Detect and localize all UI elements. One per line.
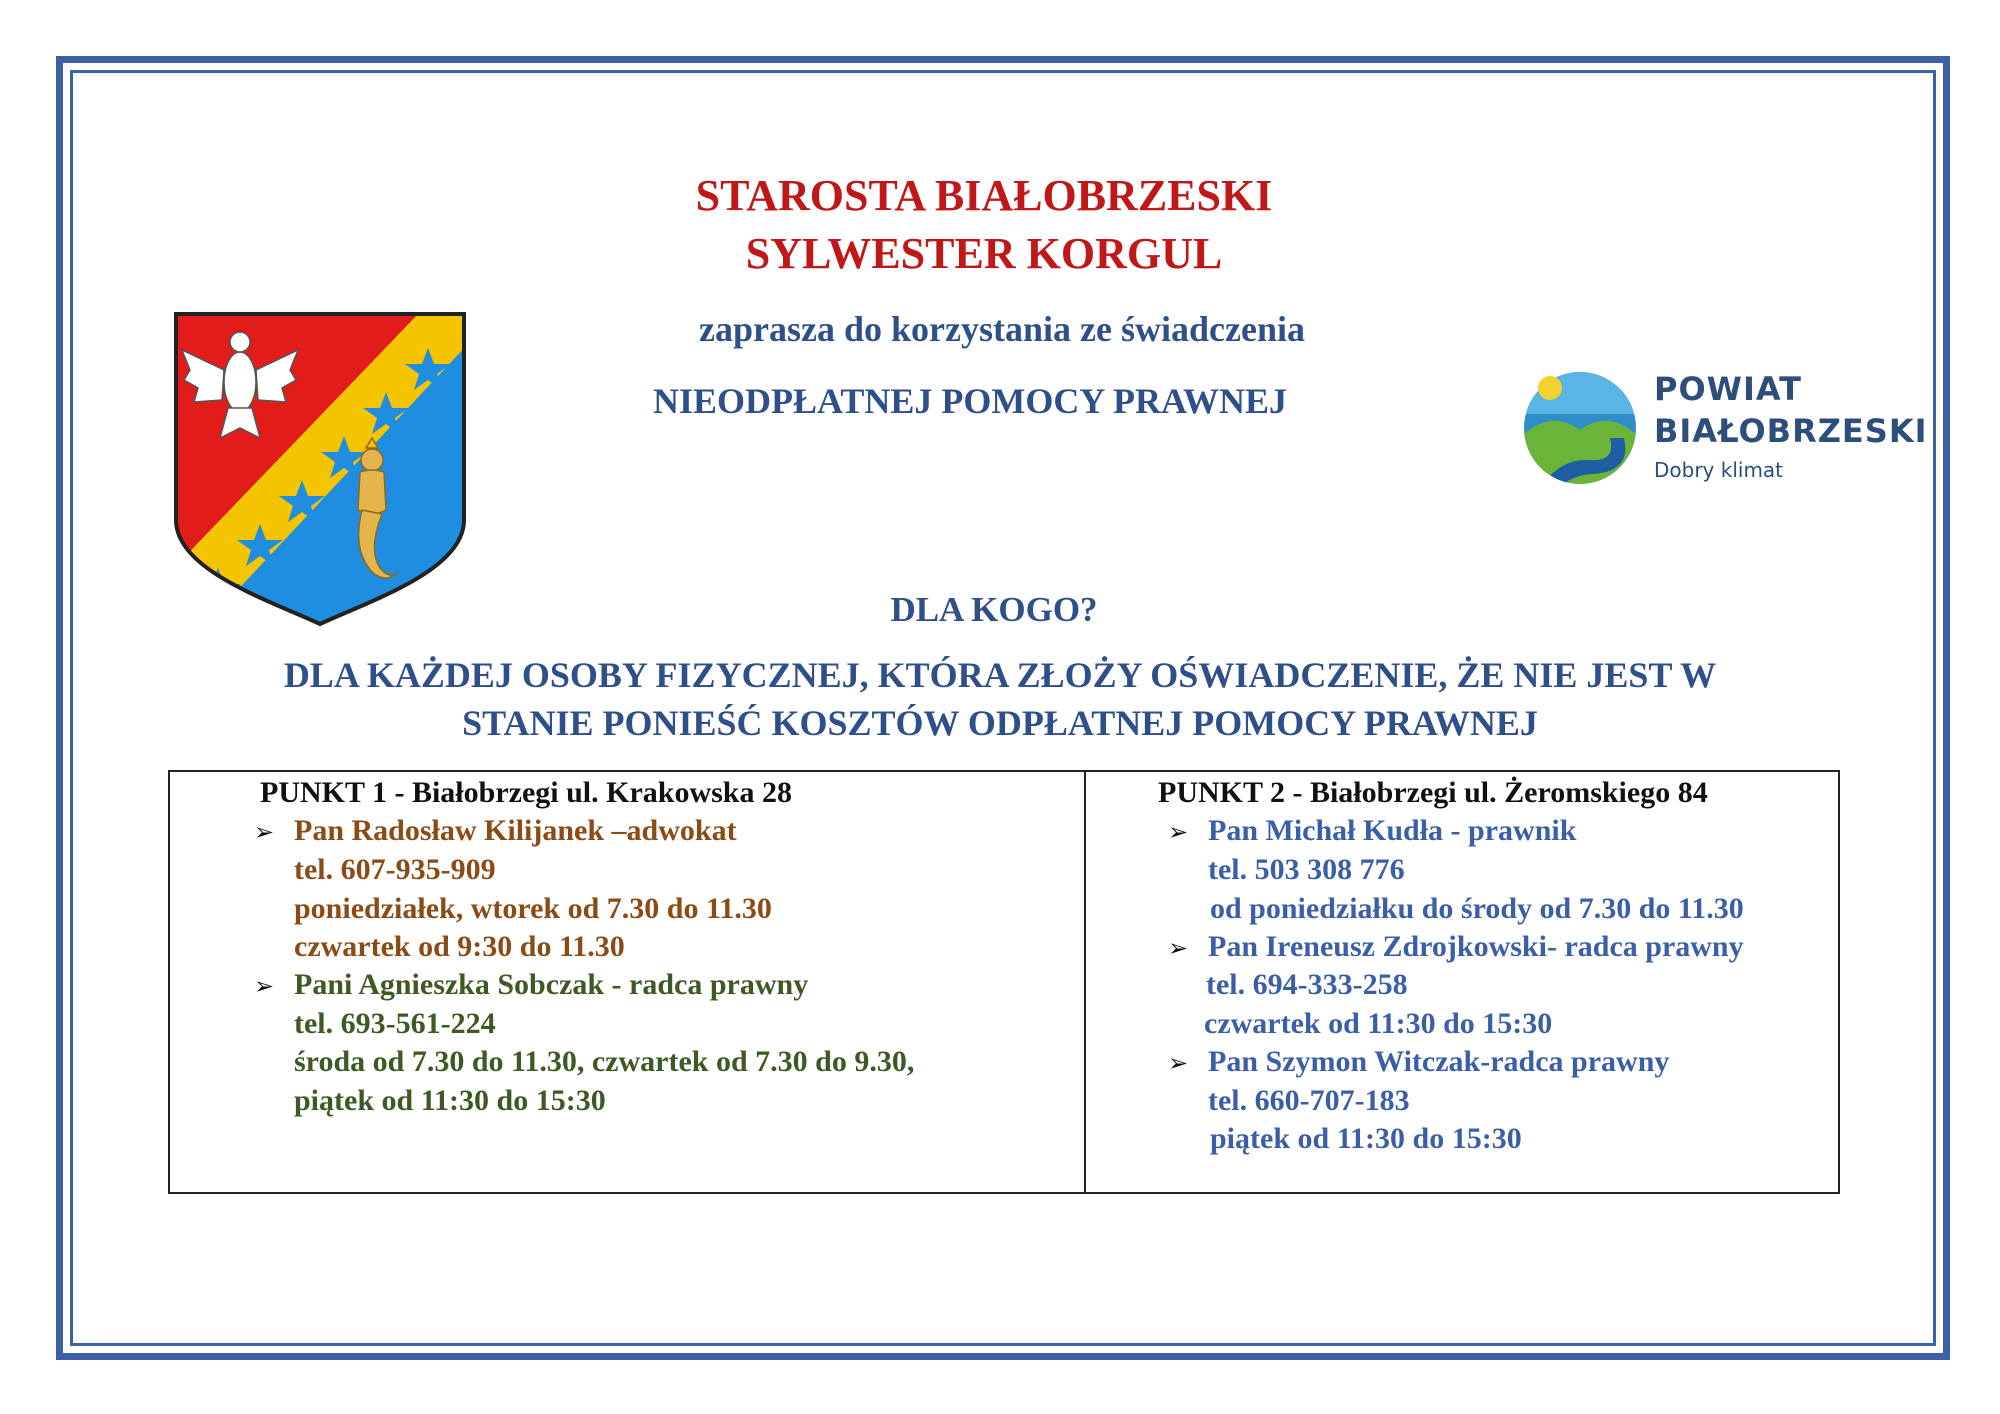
title-line-2: SYLWESTER KORGUL (745, 229, 1223, 278)
answer-line-2: STANIE PONIEŚĆ KOSZTÓW ODPŁATNEJ POMOCY PRAWNEJ (462, 703, 1538, 743)
title-line-1: STAROSTA BIAŁOBRZESKI (695, 171, 1273, 220)
advisor-phone: tel. 607-935-909 (294, 853, 496, 886)
advisor-hours: piątek od 11:30 do 15:30 (294, 1084, 606, 1117)
advisor-name: Pan Ireneusz Zdrojkowski- radca prawny (1208, 930, 1744, 963)
advisor-name: Pan Szymon Witczak-radca prawny (1208, 1045, 1670, 1078)
question-heading: DLA KOGO? (890, 590, 1098, 629)
advisor-phone: tel. 693-561-224 (294, 1007, 496, 1040)
advisor-phone: tel. 694-333-258 (1206, 968, 1408, 1001)
bullet-arrow-icon: ➢ (254, 974, 275, 1000)
advisor-hours: czwartek od 9:30 do 11.30 (294, 930, 625, 963)
table-divider (1084, 772, 1086, 1192)
service-name: NIEODPŁATNEJ POMOCY PRAWNEJ (652, 381, 1287, 421)
logo-text-bialobrzeski: BIAŁOBRZESKI (1654, 412, 1928, 450)
answer-line-1: DLA KAŻDEJ OSOBY FIZYCZNEJ, KTÓRA ZŁOŻY OŚWIADCZENIE, ŻE NIE JEST W (283, 655, 1717, 695)
advisor-hours: czwartek od 11:30 do 15:30 (1204, 1007, 1553, 1040)
logo-slogan: Dobry klimat (1654, 458, 1784, 482)
advisor-hours: od poniedziałku do środy od 7.30 do 11.30 (1210, 892, 1744, 925)
advisor-name: Pan Michał Kudła - prawnik (1208, 814, 1577, 847)
bullet-arrow-icon: ➢ (1168, 936, 1189, 962)
invite-text: zaprasza do korzystania ze świadczenia (699, 309, 1305, 349)
coat-of-arms-icon (172, 310, 468, 628)
advisor-name: Pani Agnieszka Sobczak - radca prawny (294, 968, 809, 1001)
advisors-table (168, 770, 1840, 1194)
bullet-arrow-icon: ➢ (1168, 1051, 1189, 1077)
logo-text-powiat: POWIAT (1654, 370, 1802, 408)
advisor-phone: tel. 660-707-183 (1208, 1084, 1410, 1117)
advisor-hours: środa od 7.30 do 11.30, czwartek od 7.30 do 9.30, (294, 1045, 915, 1078)
advisor-name: Pan Radosław Kilijanek –adwokat (294, 814, 737, 847)
powiat-logo-mark-icon (1520, 368, 1640, 488)
bullet-arrow-icon: ➢ (1168, 820, 1189, 846)
powiat-logo (1520, 368, 1928, 488)
bullet-arrow-icon: ➢ (254, 820, 275, 846)
advisor-hours: piątek od 11:30 do 15:30 (1210, 1122, 1522, 1155)
advisor-phone: tel. 503 308 776 (1208, 853, 1405, 886)
advisor-hours: poniedziałek, wtorek od 7.30 do 11.30 (294, 892, 772, 925)
point-2-header: PUNKT 2 - Białobrzegi ul. Żeromskiego 84 (1158, 776, 1708, 809)
point-1-header: PUNKT 1 - Białobrzegi ul. Krakowska 28 (260, 776, 792, 809)
